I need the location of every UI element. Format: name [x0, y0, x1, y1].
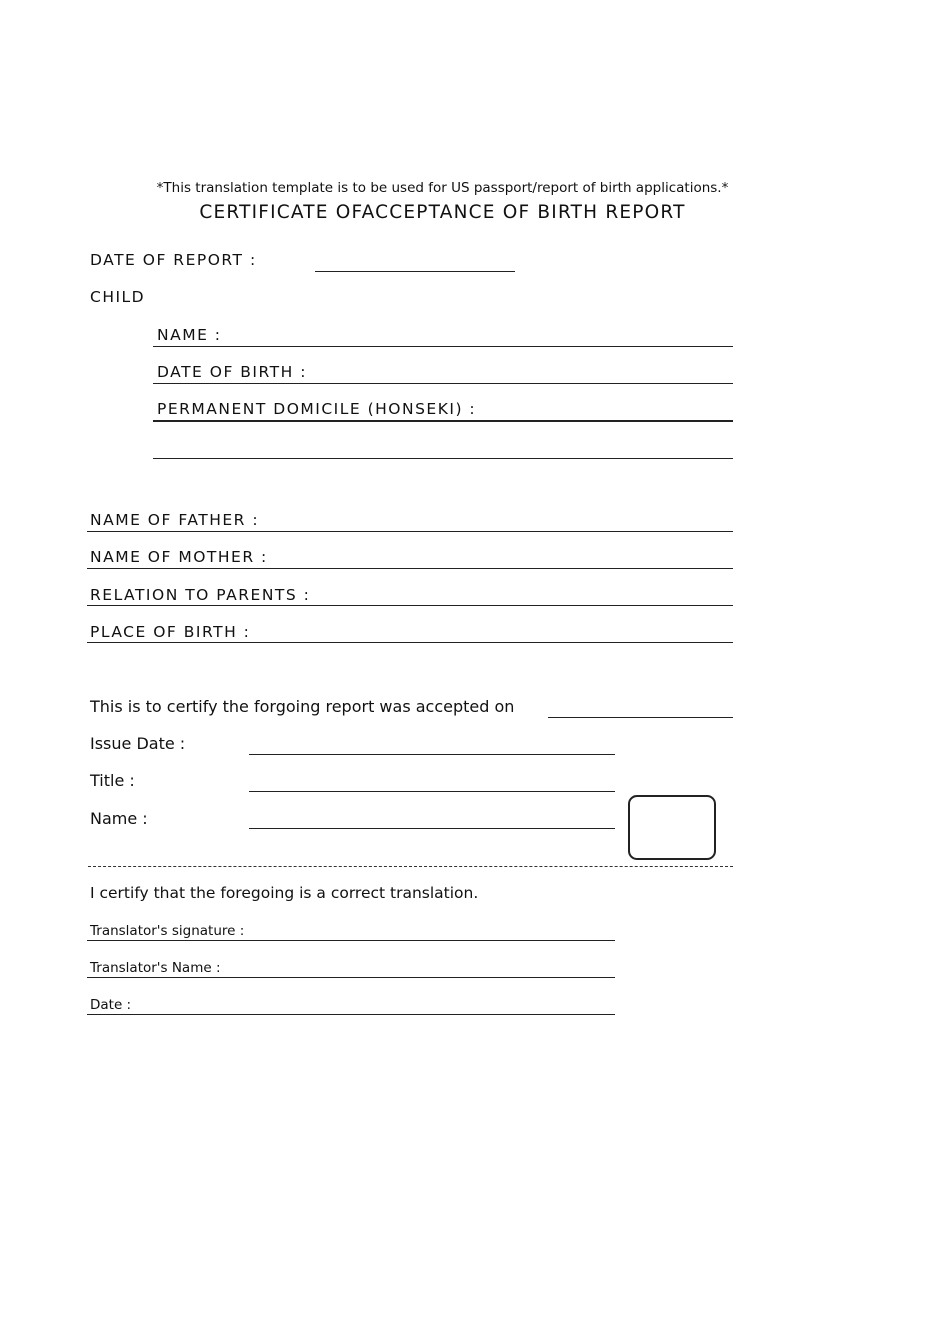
- translator-signature-field[interactable]: [87, 940, 615, 941]
- title-field[interactable]: [249, 791, 615, 792]
- issue-date-field[interactable]: [249, 754, 615, 755]
- translation-statement: I certify that the foregoing is a correct translation.: [90, 884, 479, 902]
- child-section-label: CHILD: [90, 288, 146, 306]
- date-of-report-label: DATE OF REPORT :: [90, 251, 257, 269]
- permanent-domicile-field-2[interactable]: [153, 458, 733, 459]
- accepted-on-field[interactable]: [548, 717, 733, 718]
- official-name-label: Name :: [90, 809, 148, 828]
- permanent-domicile-label: PERMANENT DOMICILE (HONSEKI) :: [157, 400, 477, 418]
- issue-date-label: Issue Date :: [90, 734, 186, 753]
- seal-box: [628, 795, 716, 860]
- place-of-birth-label: PLACE OF BIRTH :: [90, 623, 251, 641]
- section-divider: [88, 866, 733, 867]
- relation-to-parents-label: RELATION TO PARENTS :: [90, 586, 311, 604]
- mother-name-label: NAME OF MOTHER :: [90, 548, 268, 566]
- acceptance-statement: This is to certify the forgoing report was accepted on: [90, 697, 515, 716]
- translation-date-label: Date :: [90, 997, 132, 1013]
- father-name-field[interactable]: [87, 531, 733, 532]
- translator-name-field[interactable]: [87, 977, 615, 978]
- child-date-of-birth-field[interactable]: [153, 383, 733, 384]
- translator-name-label: Translator's Name :: [90, 960, 221, 976]
- page-title: CERTIFICATE OFACCEPTANCE OF BIRTH REPORT: [199, 202, 686, 223]
- template-note: *This translation template is to be used for US passport/report of birth applications.*: [156, 180, 729, 196]
- official-name-field[interactable]: [249, 828, 615, 829]
- place-of-birth-field[interactable]: [87, 642, 733, 643]
- child-name-label: NAME :: [157, 326, 222, 344]
- translator-signature-label: Translator's signature :: [90, 923, 245, 939]
- permanent-domicile-field[interactable]: [153, 420, 733, 422]
- relation-to-parents-field[interactable]: [87, 605, 733, 606]
- title-label: Title :: [90, 771, 135, 790]
- child-date-of-birth-label: DATE OF BIRTH :: [157, 363, 307, 381]
- mother-name-field[interactable]: [87, 568, 733, 569]
- date-of-report-field[interactable]: [315, 271, 515, 272]
- father-name-label: NAME OF FATHER :: [90, 511, 260, 529]
- child-name-field[interactable]: [153, 346, 733, 347]
- translation-date-field[interactable]: [87, 1014, 615, 1015]
